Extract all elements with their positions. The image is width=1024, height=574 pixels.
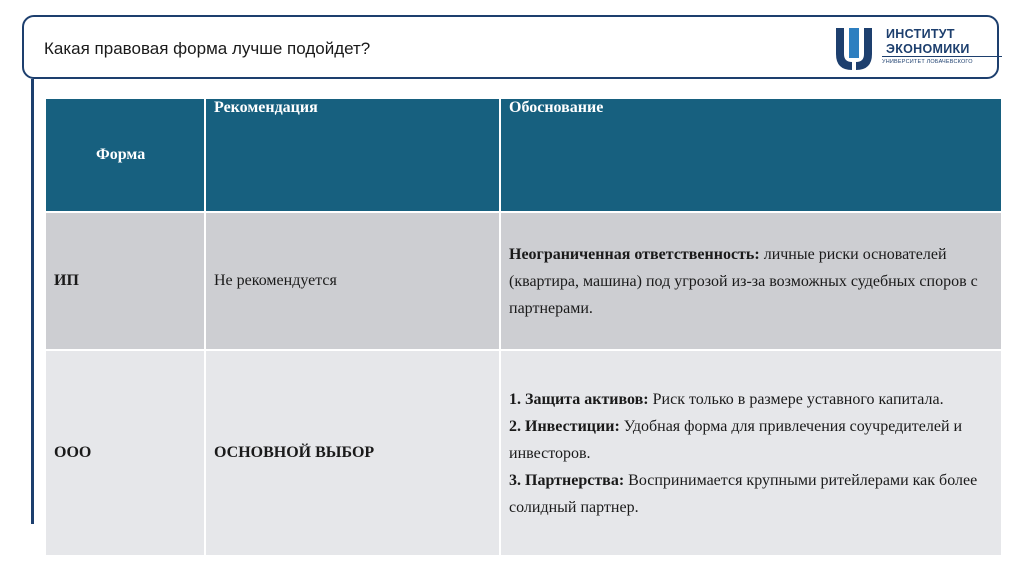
point-label: 2. Инвестиции:: [509, 417, 620, 435]
recommendation-cell: Не рекомендуется: [205, 212, 500, 350]
form-cell: ИП: [45, 212, 205, 350]
justification-point: [509, 413, 993, 467]
header-justification: Обоснование: [500, 98, 1002, 212]
recommendation-cell: ОСНОВНОЙ ВЫБОР: [205, 350, 500, 556]
form-cell: ООО: [45, 350, 205, 556]
logo-divider: [882, 56, 1002, 57]
logo-line-2: ЭКОНОМИКИ: [886, 42, 970, 56]
justification-cell: [500, 212, 1002, 350]
point-label: Неограниченная ответственность:: [509, 245, 760, 263]
justification-cell: [500, 350, 1002, 556]
point-label: 1. Защита активов:: [509, 390, 649, 408]
justification-point: [509, 241, 993, 322]
justification-point: [509, 467, 993, 521]
point-text: Удобная форма для привлечения соучредителей и инвесторов.: [509, 417, 963, 462]
header-recommendation: Рекомендация: [205, 98, 500, 212]
justification-point: [509, 386, 993, 413]
header-form: Форма: [45, 98, 205, 212]
table-header-row: [45, 98, 1002, 212]
logo-line-3: УНИВЕРСИТЕТ ЛОБАЧЕВСКОГО: [882, 59, 973, 65]
point-label: 3. Партнерства:: [509, 471, 625, 489]
point-text: Риск только в размере уставного капитала.: [648, 390, 944, 408]
institute-logo: [830, 24, 1000, 72]
university-emblem-icon: [830, 24, 878, 72]
point-text: Воспринимается крупными ритейлерами как более солидный партнер.: [509, 471, 978, 516]
title-bar: [22, 15, 999, 79]
table-row: [45, 350, 1002, 556]
left-accent-rule: [31, 79, 34, 524]
logo-line-1: ИНСТИТУТ: [886, 27, 955, 41]
legal-form-table: [44, 97, 1003, 557]
page-title: Какая правовая форма лучше подойдет?: [44, 39, 371, 58]
table-row: [45, 212, 1002, 350]
point-text: личные риски основателей (квартира, машина) под угрозой из-за возможных судебных споров с партнерами.: [509, 245, 978, 317]
